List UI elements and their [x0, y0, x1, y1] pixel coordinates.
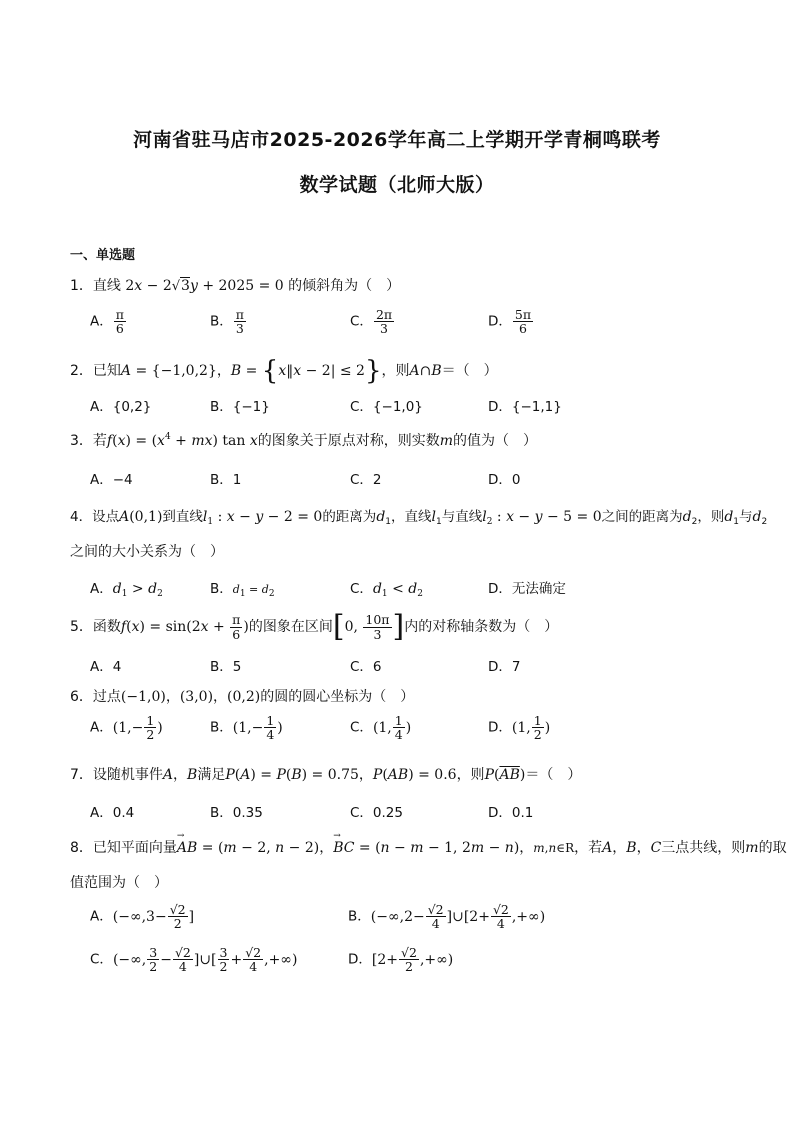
option-4c[interactable]: C．$d_1 < d_2$	[350, 581, 423, 599]
option-4a[interactable]: A．$d_1 > d_2$	[90, 581, 163, 599]
option-4d[interactable]: D．无法确定	[488, 581, 566, 597]
option-8d[interactable]: D．[2+ $\frac{√2}{2}$ ,+∞)	[348, 945, 454, 975]
option-3b[interactable]: B．1	[210, 472, 242, 488]
option-1b[interactable]: B． $\frac{\pi}{3}$	[210, 307, 244, 337]
option-6b[interactable]: B．(1,− $\frac{1}{4}$ )	[210, 713, 283, 743]
option-6c[interactable]: C．(1, $\frac{1}{4}$ )	[350, 713, 412, 743]
question-7: 7．设随机事件A，B满足P(A) = P(B) = 0.75，P(AB) = 0.6，则$P(\overline{AB})=$（ ）	[70, 767, 582, 783]
option-8a[interactable]: A．(−∞,3− $\frac{√2}{2}$ ]	[90, 902, 195, 932]
option-1c[interactable]: C． $\frac{2\pi}{3}$	[350, 307, 393, 337]
option-5d[interactable]: D．7	[488, 659, 521, 675]
question-4: 4．设点A(0,1)到直线$l_1$ : x − y − 2 = 0的距离为$d_1$，直线$l_1$与直线$l_2$ : x − y − 5 = 0之间的距离为$d_2$，则$d_1$与$d_2$	[70, 509, 768, 527]
question-3: 3．若$f(x) = (x^4 + mx)$ tan x的图象关于原点对称，则实数m的值为（ ）	[70, 432, 538, 449]
option-4b[interactable]: B．$d_1 = d_2$	[210, 581, 275, 599]
option-2d[interactable]: D．{−1,1}	[488, 399, 562, 415]
option-7a[interactable]: A．0.4	[90, 805, 135, 821]
option-3d[interactable]: D．0	[488, 472, 521, 488]
question-2: 2．已知A = {−1,0,2}，B = {x‖x − 2| ≤ 2}，则A∩B＝（ ）	[70, 356, 498, 386]
option-3a[interactable]: A．−4	[90, 472, 133, 488]
option-3c[interactable]: C．2	[350, 472, 382, 488]
option-1a[interactable]: A． $\frac{\pi}{6}$	[90, 307, 124, 337]
question-8: 8．已知平面向量→ AB = (m − 2, n − 2)，→ BC = (n − m − 1, 2m − n)，m,n∈R，若A，B，C三点共线，则m的取	[70, 837, 787, 857]
option-7b[interactable]: B．0.35	[210, 805, 263, 821]
section-heading: 一、单选题	[70, 248, 136, 263]
option-5c[interactable]: C．6	[350, 659, 382, 675]
exam-title: 河南省驻马店市2025-2026学年高二上学期开学青桐鸣联考	[133, 129, 661, 151]
question-4-line2: 之间的大小关系为（ ）	[70, 544, 224, 560]
option-5b[interactable]: B．5	[210, 659, 242, 675]
question-8-line2: 值范围为（ ）	[70, 875, 168, 891]
option-6d[interactable]: D．(1, $\frac{1}{2}$ )	[488, 713, 551, 743]
question-6: 6．过点(−1,0)，(3,0)，(0,2)的圆的圆心坐标为（ ）	[70, 689, 415, 705]
option-2c[interactable]: C．{−1,0}	[350, 399, 423, 415]
option-2a[interactable]: A．{0,2}	[90, 399, 152, 415]
option-5a[interactable]: A．4	[90, 659, 122, 675]
option-1d[interactable]: D． $\frac{5\pi}{6}$	[488, 307, 532, 337]
option-7c[interactable]: C．0.25	[350, 805, 403, 821]
option-6a[interactable]: A．(1,− $\frac{1}{2}$ )	[90, 713, 163, 743]
question-5: 5．函数f(x) = sin(2x + $\frac{\pi}{6}$ )的图象在区间[0, $\frac{10\pi}{3}$ ]内的对称轴条数为（ ）	[70, 609, 559, 644]
question-1: 1．直线 2x − 2√3y + 2025 = 0 的倾斜角为（ ）	[70, 278, 401, 294]
option-7d[interactable]: D．0.1	[488, 805, 534, 821]
exam-subtitle: 数学试题（北师大版）	[299, 174, 495, 196]
option-2b[interactable]: B．{−1}	[210, 399, 270, 415]
option-8b[interactable]: B．(−∞,2− $\frac{√2}{4}$ ]∪[2+ $\frac{√2}{4}$ ,+∞)	[348, 902, 546, 932]
option-8c[interactable]: C．(−∞, $\frac{3}{2}$ − $\frac{√2}{4}$ ]∪[ $\frac{3}{2}$ + $\frac{√2}{4}$ ,+∞)	[90, 945, 298, 975]
